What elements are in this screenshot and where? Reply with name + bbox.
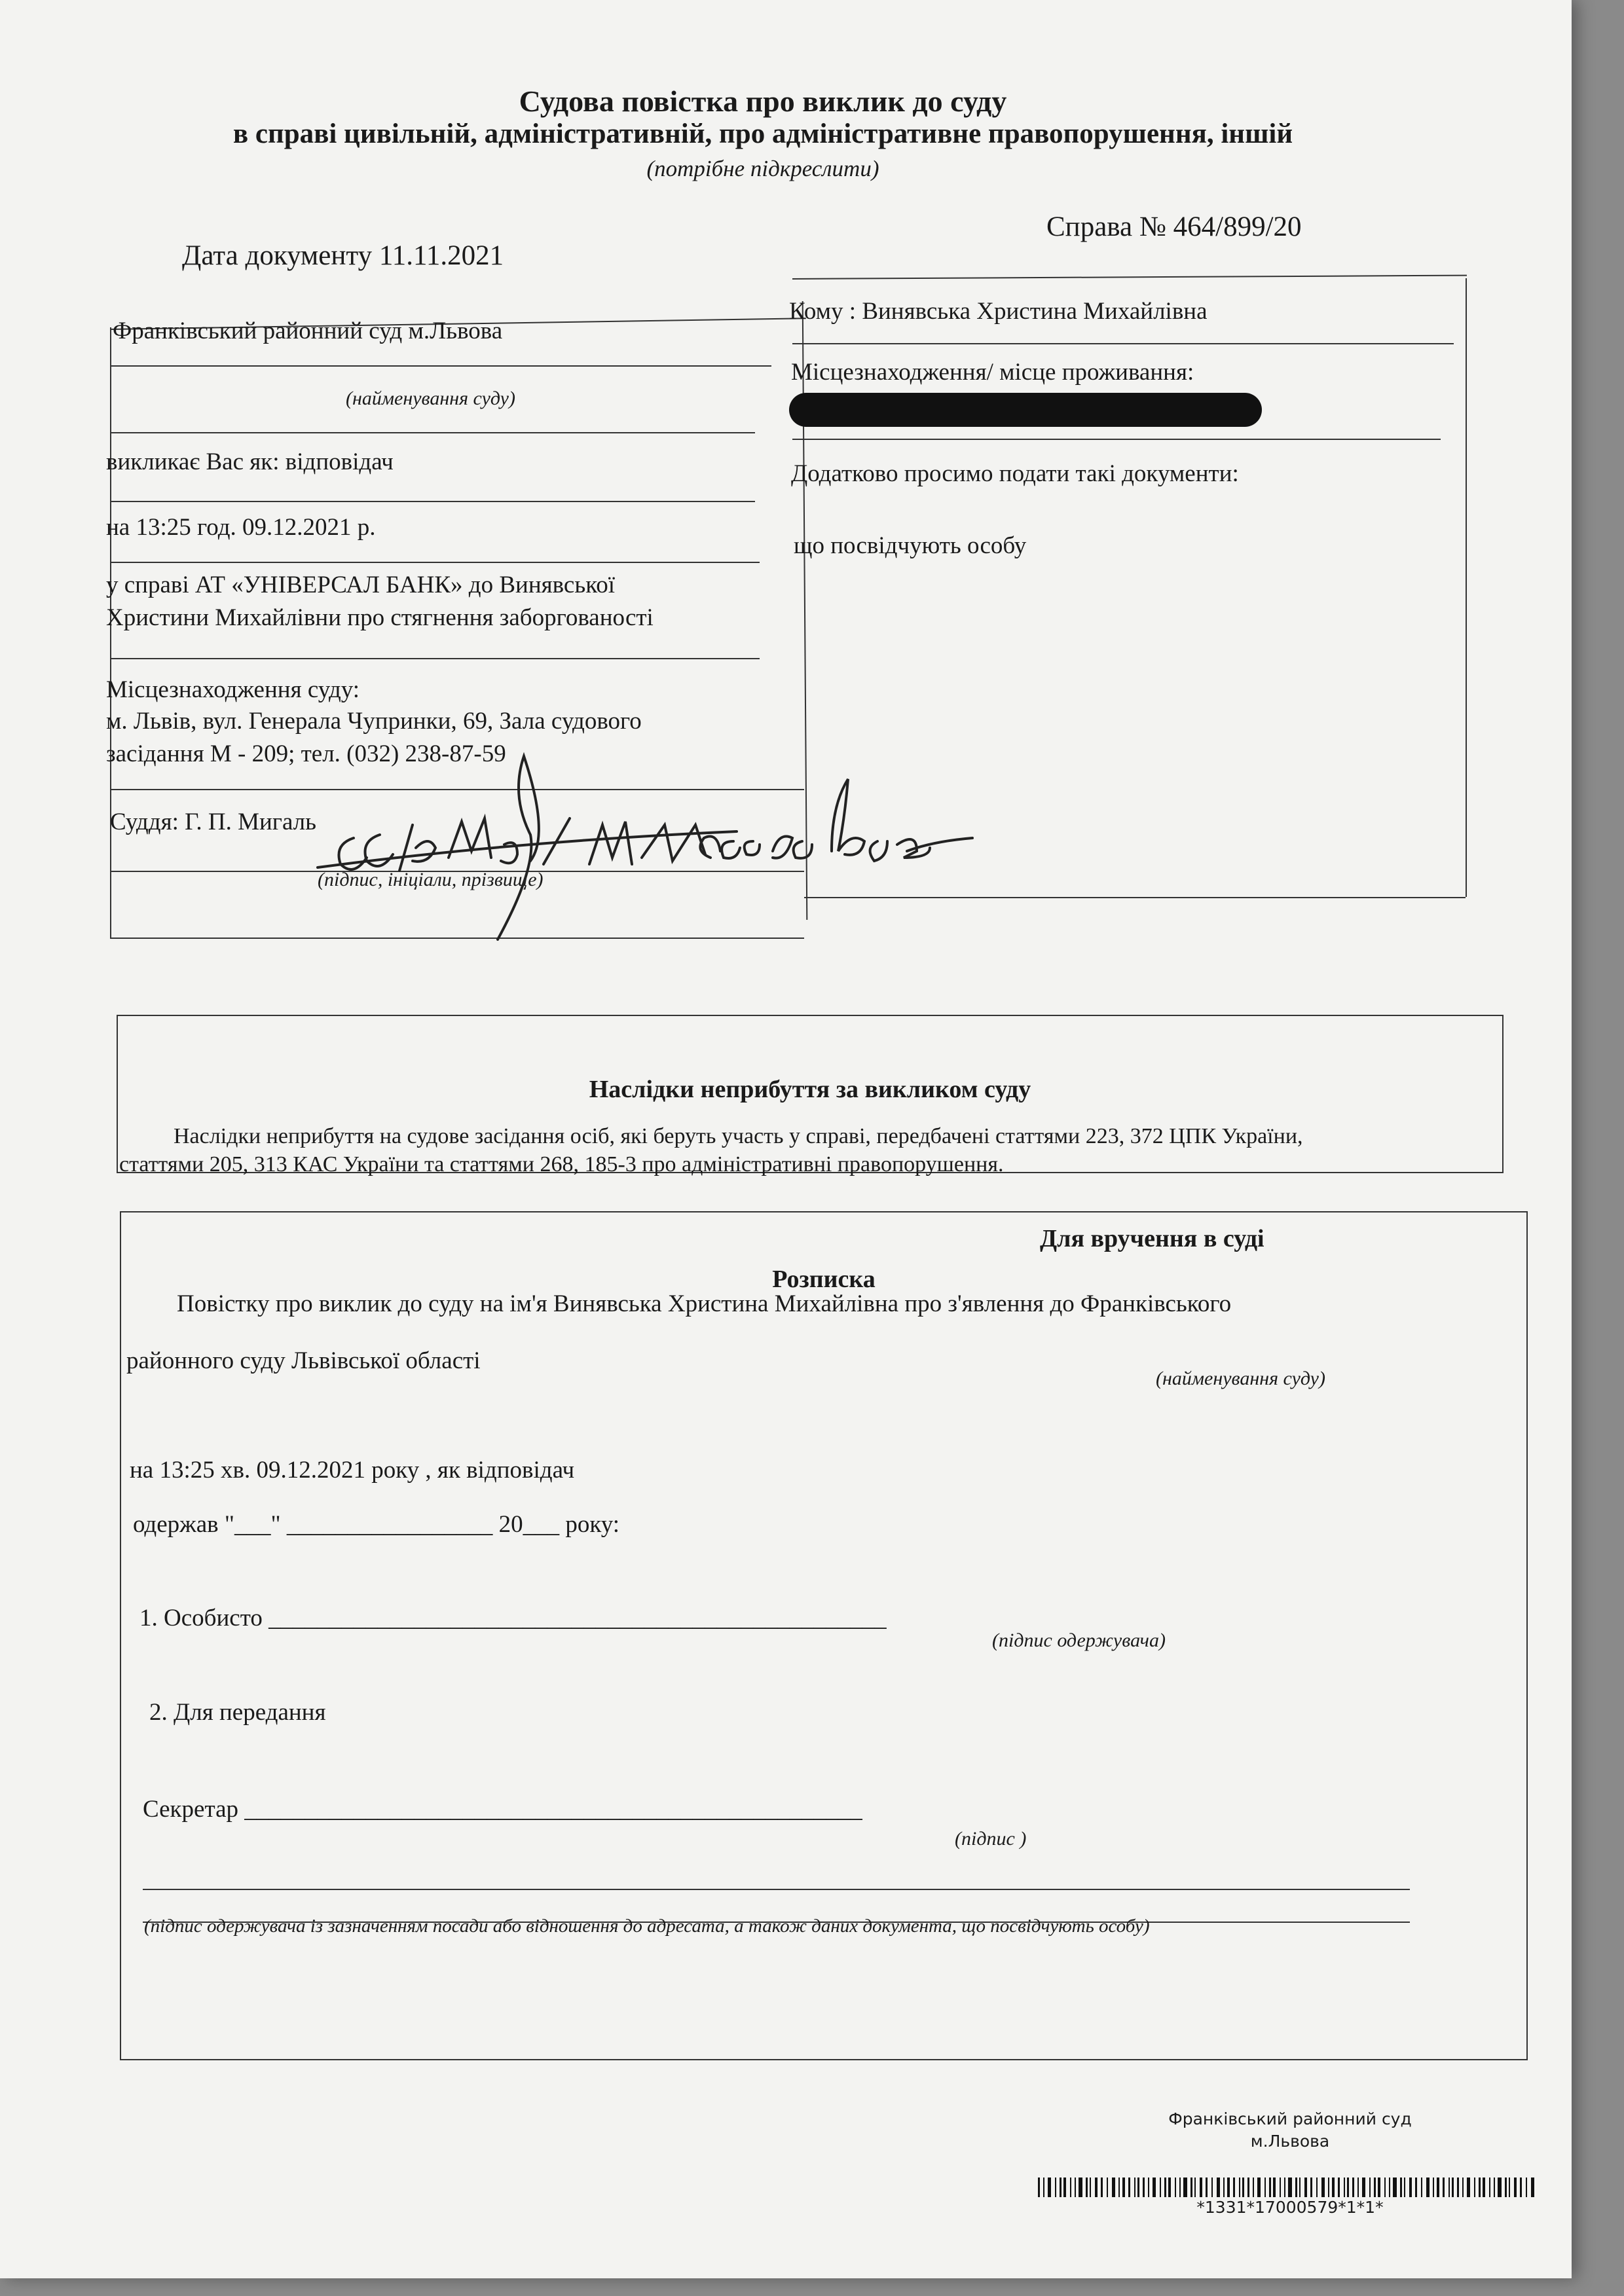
barcode-bar [1409, 2178, 1412, 2197]
barcode-bar [1498, 2178, 1502, 2197]
consequences-text-line1: Наслідки неприбуття на судове засідання осіб, які беруть участь у справі, передбачені статтями 223, 372 ЦПК України, [174, 1124, 1303, 1148]
court-name: Франківський районний суд м.Львова [113, 318, 503, 344]
barcode [1038, 2178, 1542, 2197]
court-location-label: Місцезнаходження суду: [106, 676, 360, 703]
barcode-bar [1086, 2178, 1088, 2197]
barcode-bar [1183, 2178, 1187, 2197]
barcode-bar [1211, 2178, 1213, 2197]
barcode-bar [1400, 2178, 1402, 2197]
transfer-line: 2. Для передання [149, 1699, 326, 1726]
barcode-bar [1223, 2178, 1225, 2197]
barcode-bar [1338, 2178, 1340, 2197]
secretary-line: Секретар ___________________________________________________ [143, 1796, 862, 1823]
barcode-bar [1134, 2178, 1135, 2197]
barcode-bar [1389, 2178, 1390, 2197]
barcode-bar [1175, 2178, 1176, 2197]
barcode-bar [1090, 2178, 1091, 2197]
barcode-bar [1200, 2178, 1202, 2197]
consequences-title: Наслідки неприбуття за викликом суду [589, 1076, 1031, 1103]
barcode-bar [1347, 2178, 1349, 2197]
barcode-bar [1043, 2178, 1044, 2197]
barcode-bar [1273, 2178, 1276, 2197]
receipt-court-caption: (найменування суду) [1156, 1368, 1325, 1389]
received-date-line: одержав "___" _________________ 20___ року: [133, 1511, 620, 1538]
barcode-bar [1206, 2178, 1208, 2197]
barcode-bar [1362, 2178, 1365, 2197]
barcode-bar [1316, 2178, 1318, 2197]
judge-name: Суддя: Г. П. Мигаль [110, 809, 317, 835]
barcode-bar [1295, 2178, 1297, 2197]
barcode-bar [1443, 2178, 1445, 2197]
barcode-bar [1344, 2178, 1345, 2197]
barcode-bar [1462, 2178, 1464, 2197]
receipt-line1: Повістку про виклик до суду на ім'я Винявська Христина Михайлівна про з'явлення до Франківського [177, 1290, 1232, 1317]
barcode-bar [1153, 2178, 1156, 2197]
barcode-bar [1393, 2178, 1397, 2197]
barcode-bar [1505, 2178, 1507, 2197]
barcode-bar [1299, 2178, 1301, 2197]
barcode-bar [1449, 2178, 1450, 2197]
barcode-bar [1242, 2178, 1244, 2197]
receipt-line2: районного суду Львівської області [126, 1347, 481, 1374]
document-date: Дата документу 11.11.2021 [182, 240, 504, 271]
barcode-bar [1137, 2178, 1139, 2197]
barcode-number: *1331*17000579*1*1* [1196, 2198, 1384, 2217]
barcode-bar [1415, 2178, 1417, 2197]
barcode-bar [1075, 2178, 1076, 2197]
barcode-bar [1227, 2178, 1230, 2197]
barcode-bar [1179, 2178, 1181, 2197]
barcode-bar [1168, 2178, 1171, 2197]
barcode-bar [1531, 2178, 1534, 2197]
consequences-text-line2: статтями 205, 313 КАС України та статтями 268, 185-3 про адміністративні правопорушення. [119, 1152, 1004, 1176]
barcode-bar [1160, 2178, 1161, 2197]
barcode-bar [1357, 2178, 1359, 2197]
barcode-bar [1143, 2178, 1145, 2197]
barcode-bar [1369, 2178, 1371, 2197]
barcode-bar [1038, 2178, 1040, 2197]
case-number: Справа № 464/899/20 [1046, 211, 1302, 242]
recipient-signature-caption: (підпис одержувача) [992, 1630, 1166, 1651]
barcode-bar [1328, 2178, 1329, 2197]
barcode-bar [1404, 2178, 1405, 2197]
barcode-bar [1095, 2178, 1098, 2197]
barcode-bar [1321, 2178, 1325, 2197]
barcode-bar [1483, 2178, 1485, 2197]
barcode-bar [1233, 2178, 1235, 2197]
receipt-hearing-time: на 13:25 хв. 09.12.2021 року , як відповідач [130, 1457, 575, 1484]
barcode-bar [1332, 2178, 1335, 2197]
extra-docs-value: що посвідчують особу [794, 532, 1027, 559]
barcode-bar [1494, 2178, 1495, 2197]
barcode-bar [1048, 2178, 1051, 2197]
barcode-bar [1384, 2178, 1386, 2197]
secretary-signature-caption: (підпис ) [955, 1828, 1027, 1850]
case-description-line1: у справі АТ «УНІВЕРСАЛ БАНК» до Винявської [106, 572, 616, 598]
personal-delivery-line: 1. Особисто ___________________________________________________ [139, 1605, 887, 1631]
barcode-bar [1284, 2178, 1285, 2197]
barcode-bar [1060, 2178, 1061, 2197]
barcode-bar [1055, 2178, 1056, 2197]
redacted-address [789, 393, 1262, 427]
barcode-bar [1479, 2178, 1481, 2197]
for-court-delivery: Для вручення в суді [1040, 1225, 1264, 1252]
court-name-caption: (найменування суду) [346, 388, 515, 409]
barcode-bar [1374, 2178, 1376, 2197]
barcode-bar [1352, 2178, 1354, 2197]
barcode-bar [1514, 2178, 1517, 2197]
signature-caption: (підпис, ініціали, прізвище) [318, 869, 544, 890]
barcode-bar [1190, 2178, 1192, 2197]
barcode-bar [1509, 2178, 1510, 2197]
barcode-bar [1148, 2178, 1149, 2197]
title-note: (потрібне підкреслити) [646, 156, 879, 181]
document-subtitle: в справі цивільній, адміністративній, про адміністративне правопорушення, іншій [232, 118, 1293, 149]
barcode-bar [1257, 2178, 1261, 2197]
court-stamp-line1: Франківський районний суд [1168, 2109, 1412, 2128]
barcode-bar [1264, 2178, 1266, 2197]
barcode-bar [1304, 2178, 1307, 2197]
barcode-bar [1079, 2178, 1082, 2197]
barcode-bar [1426, 2178, 1430, 2197]
summons-role: викликає Вас як: відповідач [106, 448, 394, 475]
bottom-signature-caption: (підпис одержувача із зазначенням посади або відношення до адресата, а також даних документа, що посвідчують особу) [144, 1916, 1150, 1937]
barcode-bar [1217, 2178, 1220, 2197]
barcode-bar [1457, 2178, 1459, 2197]
barcode-bar [1122, 2178, 1125, 2197]
extra-docs-label: Додатково просимо подати такі документи: [791, 460, 1239, 487]
barcode-bar [1310, 2178, 1312, 2197]
barcode-bar [1437, 2178, 1439, 2197]
court-location-line2: засідання М - 209; тел. (032) 238-87-59 [106, 740, 506, 767]
barcode-bar [1378, 2178, 1380, 2197]
recipient-address-label: Місцезнаходження/ місце проживання: [791, 359, 1194, 386]
barcode-bar [1107, 2178, 1108, 2197]
barcode-bar [1063, 2178, 1066, 2197]
receipt-title: Розписка [772, 1266, 876, 1293]
hearing-time: на 13:25 год. 09.12.2021 р. [106, 514, 376, 541]
barcode-bar [1070, 2178, 1071, 2197]
recipient-name: Кому : Винявська Христина Михайлівна [789, 298, 1208, 325]
barcode-bar [1474, 2178, 1475, 2197]
barcode-bar [1194, 2178, 1196, 2197]
court-stamp-line2: м.Львова [1250, 2132, 1330, 2151]
barcode-bar [1421, 2178, 1422, 2197]
barcode-bar [1269, 2178, 1271, 2197]
barcode-bar [1118, 2178, 1120, 2197]
barcode-bar [1280, 2178, 1281, 2197]
barcode-bar [1288, 2178, 1292, 2197]
barcode-bar [1489, 2178, 1490, 2197]
case-description-line2: Христини Михайлівни про стягнення заборгованості [106, 604, 654, 631]
barcode-bar [1467, 2178, 1470, 2197]
barcode-bar [1433, 2178, 1434, 2197]
barcode-bar [1247, 2178, 1249, 2197]
court-location-line1: м. Львів, вул. Генерала Чупринки, 69, Зала судового [106, 708, 642, 735]
barcode-bar [1253, 2178, 1254, 2197]
barcode-bar [1164, 2178, 1166, 2197]
barcode-bar [1101, 2178, 1103, 2197]
barcode-bar [1128, 2178, 1130, 2197]
barcode-bar [1452, 2178, 1454, 2197]
barcode-bar [1526, 2178, 1527, 2197]
handwritten-signature [314, 727, 982, 943]
barcode-bar [1239, 2178, 1240, 2197]
barcode-bar [1112, 2178, 1115, 2197]
document-title: Судова повістка про виклик до суду [519, 84, 1007, 118]
barcode-bar [1520, 2178, 1522, 2197]
